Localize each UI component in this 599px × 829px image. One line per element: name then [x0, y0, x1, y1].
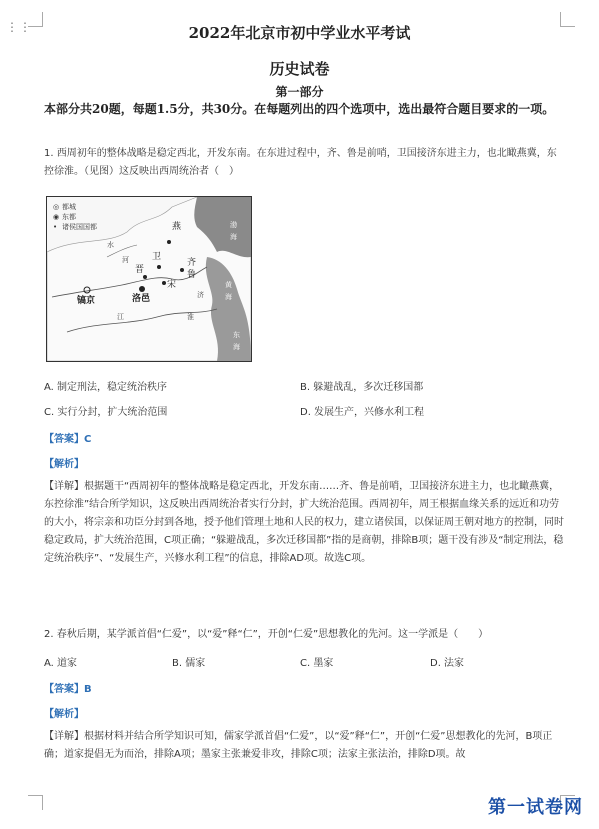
label-haojing: 镐京 — [77, 296, 96, 306]
label-wei: 卫 — [152, 252, 162, 262]
label-luoyi: 洛邑 — [132, 294, 151, 304]
legend-capital: 都城 — [62, 203, 76, 211]
q1-answer: 【答案】C — [44, 434, 92, 445]
western-zhou-map — [46, 196, 252, 362]
q1-option-d[interactable]: D. 发展生产，兴修水利工程 — [300, 407, 425, 418]
legend-east-capital: 东都 — [62, 213, 76, 221]
q1-option-b[interactable]: B. 躲避战乱，多次迁移国都 — [300, 382, 424, 393]
q1-option-a[interactable]: A. 制定刑法，稳定统治秩序 — [44, 382, 168, 393]
label-he: 河 — [122, 256, 129, 264]
label-hai-a: 海 — [230, 233, 237, 241]
q1-analysis-label: 【解析】 — [44, 459, 84, 470]
q2-stem: 2. 春秋后期，某学派首倡“仁爱”，以“爱”释“仁”，开创“仁爱”思想教化的先河。这一学派是（ ） — [44, 629, 489, 640]
drag-handle-icon[interactable]: ⋮⋮ — [6, 20, 32, 34]
q2-option-d[interactable]: D. 法家 — [430, 658, 465, 669]
label-huang: 黄 — [225, 281, 232, 289]
label-bo: 渤 — [230, 221, 237, 229]
legend-vassal-capital: 诸侯国国都 — [62, 223, 97, 231]
site-watermark: 第一试卷网 — [488, 797, 583, 818]
label-shui: 水 — [107, 241, 114, 249]
svg-text:◉: ◉ — [53, 213, 60, 221]
q2-option-b[interactable]: B. 儒家 — [172, 658, 206, 669]
q2-option-a[interactable]: A. 道家 — [44, 658, 78, 669]
q2-option-c[interactable]: C. 墨家 — [300, 658, 334, 669]
part-heading: 第一部分 — [275, 85, 324, 99]
label-hai-b: 海 — [225, 293, 232, 301]
q1-option-c[interactable]: C. 实行分封，扩大统治范围 — [44, 407, 168, 418]
label-lu: 鲁 — [187, 270, 197, 280]
label-hai-c: 海 — [233, 343, 240, 351]
q2-detail: 【详解】根据材料并结合所学知识可知，儒家学派首倡“仁爱”，以“爱”释“仁”，开创“仁爱”思想教化的先河，B项正确；道家提倡无为而治，排除A项；墨家主张兼爱非攻，排除C项；法家主张法治，排除D项。故 — [44, 731, 553, 760]
page-subtitle: 历史试卷 — [269, 60, 330, 78]
page-title: 2022年北京市初中学业水平考试 — [188, 24, 411, 42]
label-yan: 燕 — [172, 222, 182, 232]
map-drawing — [47, 197, 251, 361]
q1-stem: 1. 西周初年的整体战略是稳定西北，开发东南。在东进过程中，齐、鲁是前哨，卫国接济东进主力，也北瞰燕冀，东控徐淮。（见图）这反映出西周统治者（ ） — [44, 148, 557, 177]
q2-analysis-label: 【解析】 — [44, 709, 84, 720]
svg-text:◎: ◎ — [53, 203, 60, 211]
label-jin: 晋 — [135, 265, 145, 275]
label-jiang: 江 — [117, 313, 124, 321]
label-dong: 东 — [233, 331, 240, 339]
label-song: 宋 — [167, 280, 177, 290]
svg-text:•: • — [53, 223, 58, 231]
label-huai: 淮 — [187, 313, 194, 321]
q2-answer: 【答案】B — [44, 684, 92, 695]
corner-mark-bottom-left — [28, 795, 43, 810]
q1-detail: 【详解】根据题干“西周初年的整体战略是稳定西北，开发东南……齐、鲁是前哨，卫国接济东进主力，也北瞰燕冀，东控徐淮”结合所学知识，这反映出西周统治者实行分封，扩大统治范围。西周初年，周王根据血缘关系的远近和功劳的大小，将宗亲和功臣分封到各地，授予他们管理土地和人民的权力，建立诸侯国，以保证周王朝对地方的控制，同时稳定政局，扩大统治范围，C项正确；“躲避战乱，多次迁移国都”指的是商朝，排除B项；题干没有涉及“制定刑法，稳定统治秩序”、“发展生产，兴修水利工程”的信息，排除AD项。故选C项。 — [44, 481, 564, 564]
label-qi: 齐 — [187, 258, 197, 268]
label-ji: 济 — [197, 291, 204, 299]
section-instruction: 本部分共20题，每题1.5分，共30分。在每题列出的四个选项中，选出最符合题目要求的一项。 — [44, 102, 555, 116]
